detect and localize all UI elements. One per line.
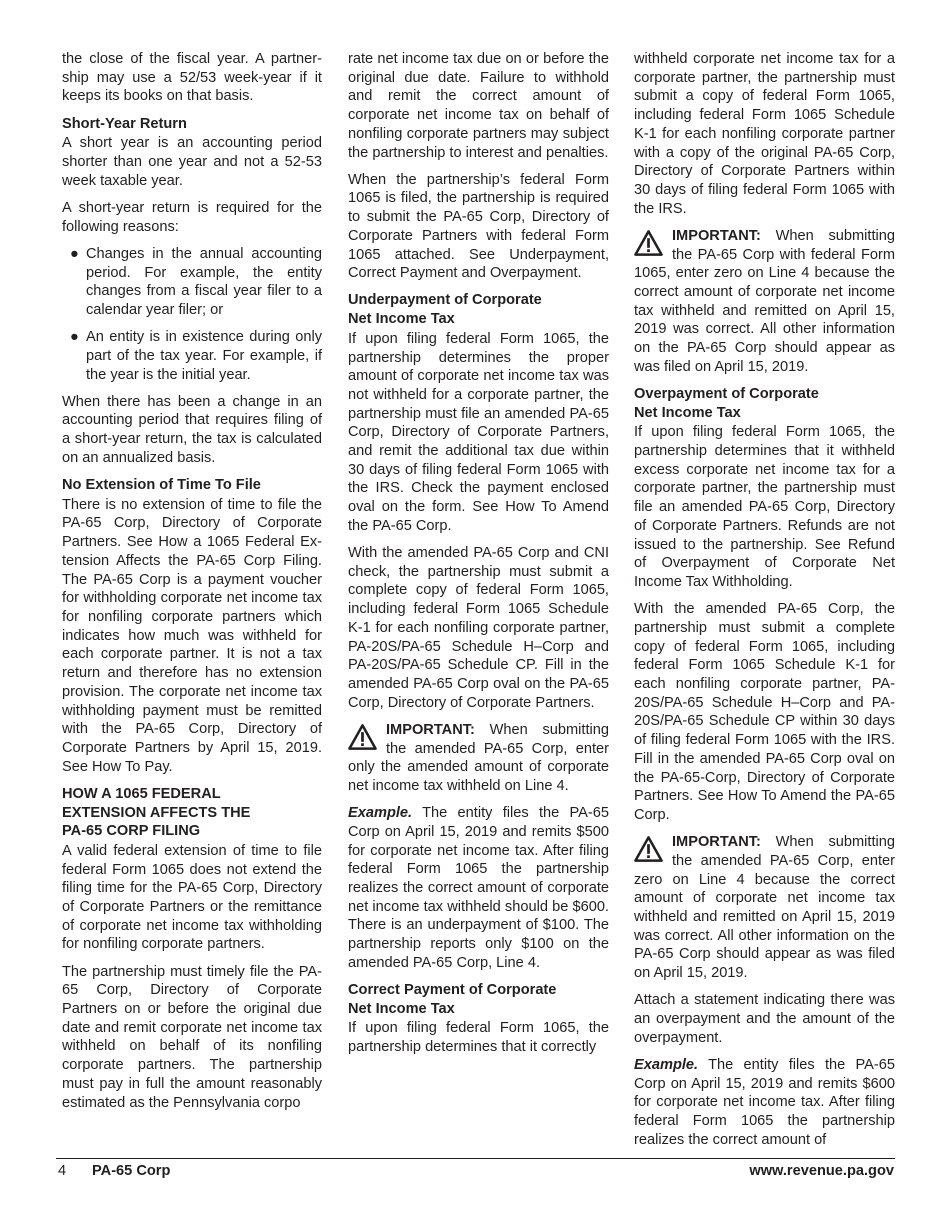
warning-icon: [634, 835, 663, 863]
example-paragraph: Example. The entity files the PA-65 Corp on April 15, 2019 and remits $600 for corporate net income tax. After filing federal Form 1065 the partnership realizes the correct amount of: [634, 1056, 895, 1148]
paragraph-continuation: the close of the fiscal year. A partnership may use a 52/53 week-year if it keeps its books on that basis.: [62, 51, 322, 105]
paragraph-continuation: withheld corporate net income tax for a corporate partner, the partnership must submit a copy of federal Form 1065, including federal Form 1065 Schedule K-1 for each nonfiling corporate partner with a copy of the original PA-65 Corp, Directory of Corporate Partners within 30 days of filing federal Form 1065 with the IRS.: [634, 51, 895, 217]
page-number: 4: [58, 1163, 67, 1179]
list-item: ● An entity is in existence during only part of the tax year. For example, if the year is the initial year.: [70, 329, 322, 383]
list-item: ● Changes in the annual accounting period. For example, the entity changes from a fiscal year filer to a calendar year filer; or: [70, 245, 322, 318]
paragraph-short-year-definition: A short year is an accounting period shorter than one year and not a 52-53 week taxable year.: [62, 135, 322, 189]
paragraph-valid-extension: A valid federal extension of time to file federal Form 1065 does not extend the filing time for the PA-65 Corp, Directory of Corporate Partners or the remittance of corporate net income tax withholding for nonfiling corporate partners.: [62, 842, 322, 953]
heading-correct-payment: Correct Payment of Corporate Net Income Tax: [348, 982, 557, 1017]
column-2: [348, 50, 609, 1065]
warning-icon: [634, 229, 663, 257]
paragraph-overpayment-amend: With the amended PA-65 Corp, the partnership must submit a complete copy of federal Form 1065, including federal Form 1065 Schedule K-1 for each nonfiling corporate partner, PA-20S/PA-65 Schedule H–Corp and PA-20S/PA-65 Schedule CP within 30 days of filing federal Form 1065 with the IRS. Fill in the amended PA-65 Corp oval on the PA-65-Corp, Directory of Corporate Partners. See How To Amend the PA-65 Corp.: [634, 601, 895, 823]
footer-divider: [56, 1158, 895, 1159]
heading-underpayment: Underpayment of Corporate Net Income Tax: [348, 292, 542, 328]
example-paragraph: Example. The entity files the PA-65 Corp on April 15, 2019 and remits $500 for corporate net income tax. After filing federal Form 1065 the partnership realizes the correct amount of corporate net income tax withheld should be $600. There is an underpayment of $100. The partnership reports only $100 on the amended PA-65 Corp, Line 4.: [348, 805, 609, 971]
important-note: IMPORTANT: When submitting the amended PA-65 Corp, enter only the amended amount of corporate net income tax withheld on Line 4.: [348, 721, 609, 795]
example-label: Example.: [634, 1056, 699, 1073]
warning-icon: [348, 723, 377, 751]
paragraph-overpayment: If upon filing federal Form 1065, the partnership determines that it withheld excess corporate net income tax for a corporate partner, the partnership must file an amended PA-65 Corp, Directory of Corporate Partners. Refunds are not issued to the partnership. See Refund of Overpayment of Corporate Net Income Tax Withholding.: [634, 424, 895, 590]
paragraph-correct-payment: If upon filing federal Form 1065, the partnership determines that it correctly: [348, 1020, 609, 1056]
example-label: Example.: [348, 805, 413, 822]
reasons-list: [62, 245, 322, 384]
important-note: IMPORTANT: When submitting the PA-65 Corp with federal Form 1065, enter zero on Line 4 because the correct amount of corporate net income tax withheld and remitted on April 15, 2019 was correct. All other information on the PA-65 Corp should appear as was filed on April 15, 2019.: [634, 227, 895, 375]
important-note: IMPORTANT: When submitting the amended PA-65 Corp, enter zero on Line 4 because the correct amount of corporate net income tax withheld and remitted on April 15, 2019 was correct. All other information on the PA-65 Corp should appear as was filed on April 15, 2019.: [634, 834, 895, 982]
column-3: [634, 50, 895, 1158]
paragraph-cni-check: With the amended PA-65 Corp and CNI check, the partnership must submit a complete copy of federal Form 1065, including federal Form 1065 Schedule K-1 for each nonfiling corporate partner, PA-20S/PA-65 Schedule H–Corp and PA-20S/PA-65 Schedule CP. Fill in the amended PA-65 Corp oval on the PA-65 Corp, Directory of Corporate Partners.: [348, 545, 609, 711]
paragraph-when-filed: When the partnership’s federal Form 1065 is filed, the partnership is required to submit the PA-65 Corp, Directory of Corporate Partners with federal Form 1065 attached. See Underpayment, Correct Payment and Overpayment.: [348, 171, 609, 282]
heading-no-extension: No Extension of Time To File: [62, 477, 261, 494]
column-1: [62, 50, 322, 1121]
heading-short-year-return: Short-Year Return: [62, 115, 187, 132]
important-label: IMPORTANT:: [672, 834, 761, 851]
paragraph-timely-file: The partnership must timely file the PA-65 Corp, Directory of Corporate Partners on or before the original due date and remit corporate net income tax withheld on behalf of its nonfiling corporate partners. The partnership must pay in full the amount reasonably estimated as the Pennsylvania corpo: [62, 963, 322, 1111]
paragraph-annualized: When there has been a change in an accounting period that requires filing of a short-year return, the tax is calculated on an annualized basis.: [62, 393, 322, 466]
paragraph-short-year-required: A short-year return is required for the following reasons:: [62, 199, 322, 235]
heading-how-1065-extension: HOW A 1065 FEDERAL EXTENSION AFFECTS THE PA-65 CORP FILING: [62, 785, 251, 840]
paragraph-no-extension: There is no extension of time to file the PA-65 Corp, Directory of Corporate Partners. See How a 1065 Federal Extension Affects the PA-65 Corp Filing. The PA-65 Corp is a payment voucher for withholding corporate net income tax for nonfiling corporate partners which indicates how much was withheld for each corporate partner. It is not a tax return and therefore has no extension provision. The corporate net income tax withholding payment must be remitted with the PA-65 Corp, Directory of Corporate Partners by April 15, 2019. See How To Pay.: [62, 496, 322, 775]
website-url: www.revenue.pa.gov: [749, 1163, 894, 1179]
paragraph-continuation: rate net income tax due on or before the original due date. Failure to withhold and remit the correct amount of corporate net income tax on behalf of nonfiling corporate partners may subject the partnership to interest and penalties.: [348, 51, 609, 161]
important-label: IMPORTANT:: [672, 227, 761, 244]
heading-overpayment: Overpayment of Corporate Net Income Tax: [634, 385, 819, 421]
form-name: PA-65 Corp: [92, 1163, 171, 1179]
important-label: IMPORTANT:: [386, 721, 475, 738]
bullet-icon: ●: [70, 329, 79, 346]
bullet-icon: ●: [70, 245, 79, 262]
paragraph-underpayment: If upon filing federal Form 1065, the partnership determines the proper amount of corporate net income tax was not withheld for a corporate partner, the partnership must file an amended PA-65 Corp, Directory of Corporate Partners, and remit the additional tax due within 30 days of filing federal Form 1065 with the IRS. Check the payment enclosed oval on the form. See How To Amend the PA-65 Corp.: [348, 330, 609, 534]
paragraph-attach-statement: Attach a statement indicating there was an overpayment and the amount of the overpayment.: [634, 992, 895, 1046]
